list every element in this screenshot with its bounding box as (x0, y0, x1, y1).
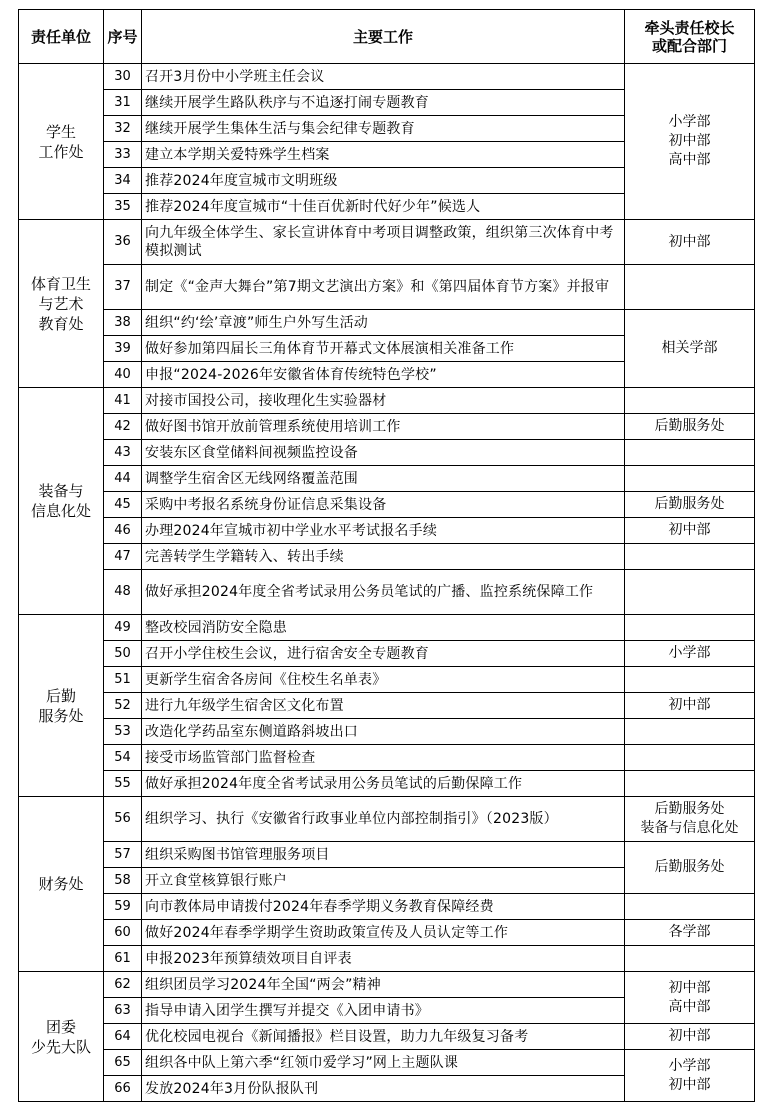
unit-cell: 体育卫生 与艺术 教育处 (19, 220, 104, 388)
table-row (19, 615, 755, 641)
row-work: 召开小学住校生会议，进行宿舍安全专题教育 (142, 641, 625, 667)
unit-cell: 财务处 (19, 797, 104, 972)
row-work: 改造化学药品室东侧道路斜坡出口 (142, 719, 625, 745)
row-num: 53 (104, 719, 142, 745)
table-row (19, 667, 755, 693)
lead-cell: 相关学部 (625, 310, 755, 388)
table-row (19, 771, 755, 797)
row-num: 33 (104, 142, 142, 168)
lead-cell (625, 719, 755, 745)
table-row (19, 310, 755, 336)
row-num: 56 (104, 797, 142, 842)
row-work: 调整学生宿舍区无线网络覆盖范围 (142, 466, 625, 492)
row-work: 做好承担2024年度全省考试录用公务员笔试的广播、监控系统保障工作 (142, 570, 625, 615)
lead-cell (625, 745, 755, 771)
table-row (19, 894, 755, 920)
table-header-row (19, 10, 755, 64)
row-num: 37 (104, 265, 142, 310)
lead-cell (625, 388, 755, 414)
lead-cell: 小学部 初中部 高中部 (625, 64, 755, 220)
row-num: 30 (104, 64, 142, 90)
table-row (19, 842, 755, 868)
row-num: 32 (104, 116, 142, 142)
row-work: 开立食堂核算银行账户 (142, 868, 625, 894)
table-row (19, 641, 755, 667)
row-work: 做好图书馆开放前管理系统使用培训工作 (142, 414, 625, 440)
row-work: 优化校园电视台《新闻播报》栏目设置，助力九年级复习备考 (142, 1024, 625, 1050)
row-num: 38 (104, 310, 142, 336)
row-work: 向市教体局申请拨付2024年春季学期义务教育保障经费 (142, 894, 625, 920)
lead-cell: 初中部 (625, 693, 755, 719)
unit-cell: 装备与 信息化处 (19, 388, 104, 615)
row-work: 制定《“金声大舞台”第7期文艺演出方案》和《第四届体育节方案》并报审 (142, 265, 625, 310)
unit-cell: 后勤 服务处 (19, 615, 104, 797)
work-plan-table-container (18, 9, 755, 1102)
row-work: 申报2023年预算绩效项目自评表 (142, 946, 625, 972)
table-row (19, 64, 755, 90)
row-num: 31 (104, 90, 142, 116)
unit-cell: 团委 少先大队 (19, 972, 104, 1102)
row-work: 发放2024年3月份队报队刊 (142, 1076, 625, 1102)
row-num: 58 (104, 868, 142, 894)
row-work: 召开3月份中小学班主任会议 (142, 64, 625, 90)
row-num: 55 (104, 771, 142, 797)
row-num: 64 (104, 1024, 142, 1050)
table-row (19, 414, 755, 440)
row-num: 59 (104, 894, 142, 920)
row-num: 36 (104, 220, 142, 265)
row-work: 进行九年级学生宿舍区文化布置 (142, 693, 625, 719)
table-row (19, 388, 755, 414)
row-work: 组织学习、执行《安徽省行政事业单位内部控制指引》（2023版） (142, 797, 625, 842)
row-work: 对接市国投公司，接收理化生实验器材 (142, 388, 625, 414)
lead-cell: 初中部 高中部 (625, 972, 755, 1024)
row-num: 45 (104, 492, 142, 518)
row-num: 63 (104, 998, 142, 1024)
table-row (19, 1050, 755, 1076)
row-num: 57 (104, 842, 142, 868)
table-row (19, 1024, 755, 1050)
row-num: 48 (104, 570, 142, 615)
row-work: 推荐2024年度宣城市“十佳百优新时代好少年”候选人 (142, 194, 625, 220)
row-work: 更新学生宿舍各房间《住校生名单表》 (142, 667, 625, 693)
table-row (19, 518, 755, 544)
row-num: 34 (104, 168, 142, 194)
table-row (19, 946, 755, 972)
row-num: 42 (104, 414, 142, 440)
table-row (19, 440, 755, 466)
row-work: 向九年级全体学生、家长宣讲体育中考项目调整政策，组织第三次体育中考模拟测试 (142, 220, 625, 265)
header-unit: 责任单位 (19, 10, 104, 64)
lead-cell (625, 570, 755, 615)
row-work: 组织团员学习2024年全国“两会”精神 (142, 972, 625, 998)
table-row (19, 719, 755, 745)
table-row (19, 972, 755, 998)
lead-cell: 小学部 初中部 (625, 1050, 755, 1102)
lead-cell: 后勤服务处 装备与信息化处 (625, 797, 755, 842)
row-num: 50 (104, 641, 142, 667)
table-row (19, 492, 755, 518)
row-work: 接受市场监管部门监督检查 (142, 745, 625, 771)
row-num: 51 (104, 667, 142, 693)
row-work: 组织“约‘绘’章渡”师生户外写生活动 (142, 310, 625, 336)
lead-cell (625, 615, 755, 641)
lead-cell (625, 894, 755, 920)
row-num: 40 (104, 362, 142, 388)
row-work: 组织各中队上第六季“红领巾爱学习”网上主题队课 (142, 1050, 625, 1076)
lead-cell (625, 265, 755, 310)
table-row (19, 220, 755, 265)
lead-cell (625, 667, 755, 693)
table-row (19, 745, 755, 771)
row-work: 办理2024年宣城市初中学业水平考试报名手续 (142, 518, 625, 544)
table-row (19, 920, 755, 946)
lead-cell (625, 946, 755, 972)
lead-cell: 各学部 (625, 920, 755, 946)
row-work: 完善转学生学籍转入、转出手续 (142, 544, 625, 570)
table-row (19, 544, 755, 570)
row-work: 做好承担2024年度全省考试录用公务员笔试的后勤保障工作 (142, 771, 625, 797)
row-work: 指导申请入团学生撰写并提交《入团申请书》 (142, 998, 625, 1024)
row-num: 52 (104, 693, 142, 719)
lead-cell: 后勤服务处 (625, 492, 755, 518)
row-num: 61 (104, 946, 142, 972)
lead-cell: 后勤服务处 (625, 414, 755, 440)
unit-cell: 学生 工作处 (19, 64, 104, 220)
row-work: 采购中考报名系统身份证信息采集设备 (142, 492, 625, 518)
row-work: 安装东区食堂储料间视频监控设备 (142, 440, 625, 466)
table-row (19, 693, 755, 719)
row-work: 推荐2024年度宣城市文明班级 (142, 168, 625, 194)
row-num: 47 (104, 544, 142, 570)
row-work: 整改校园消防安全隐患 (142, 615, 625, 641)
lead-cell (625, 466, 755, 492)
table-row (19, 570, 755, 615)
table-row (19, 797, 755, 842)
row-num: 43 (104, 440, 142, 466)
lead-cell: 初中部 (625, 518, 755, 544)
table-row (19, 466, 755, 492)
row-num: 66 (104, 1076, 142, 1102)
row-work: 继续开展学生集体生活与集会纪律专题教育 (142, 116, 625, 142)
row-num: 39 (104, 336, 142, 362)
row-work: 建立本学期关爱特殊学生档案 (142, 142, 625, 168)
row-num: 65 (104, 1050, 142, 1076)
lead-cell (625, 544, 755, 570)
row-work: 申报“2024-2026年安徽省体育传统特色学校” (142, 362, 625, 388)
header-num: 序号 (104, 10, 142, 64)
row-num: 54 (104, 745, 142, 771)
row-work: 做好2024年春季学期学生资助政策宣传及人员认定等工作 (142, 920, 625, 946)
row-num: 41 (104, 388, 142, 414)
row-num: 46 (104, 518, 142, 544)
lead-cell (625, 771, 755, 797)
lead-cell (625, 440, 755, 466)
lead-cell: 后勤服务处 (625, 842, 755, 894)
header-work: 主要工作 (142, 10, 625, 64)
table-row (19, 265, 755, 310)
row-num: 44 (104, 466, 142, 492)
row-num: 62 (104, 972, 142, 998)
row-work: 做好参加第四届长三角体育节开幕式文体展演相关准备工作 (142, 336, 625, 362)
row-num: 35 (104, 194, 142, 220)
row-num: 49 (104, 615, 142, 641)
row-num: 60 (104, 920, 142, 946)
row-work: 组织采购图书馆管理服务项目 (142, 842, 625, 868)
lead-cell: 初中部 (625, 220, 755, 265)
row-work: 继续开展学生路队秩序与不追逐打闹专题教育 (142, 90, 625, 116)
work-plan-table (18, 9, 755, 1102)
lead-cell: 初中部 (625, 1024, 755, 1050)
lead-cell: 小学部 (625, 641, 755, 667)
header-lead: 牵头责任校长 或配合部门 (625, 10, 755, 64)
